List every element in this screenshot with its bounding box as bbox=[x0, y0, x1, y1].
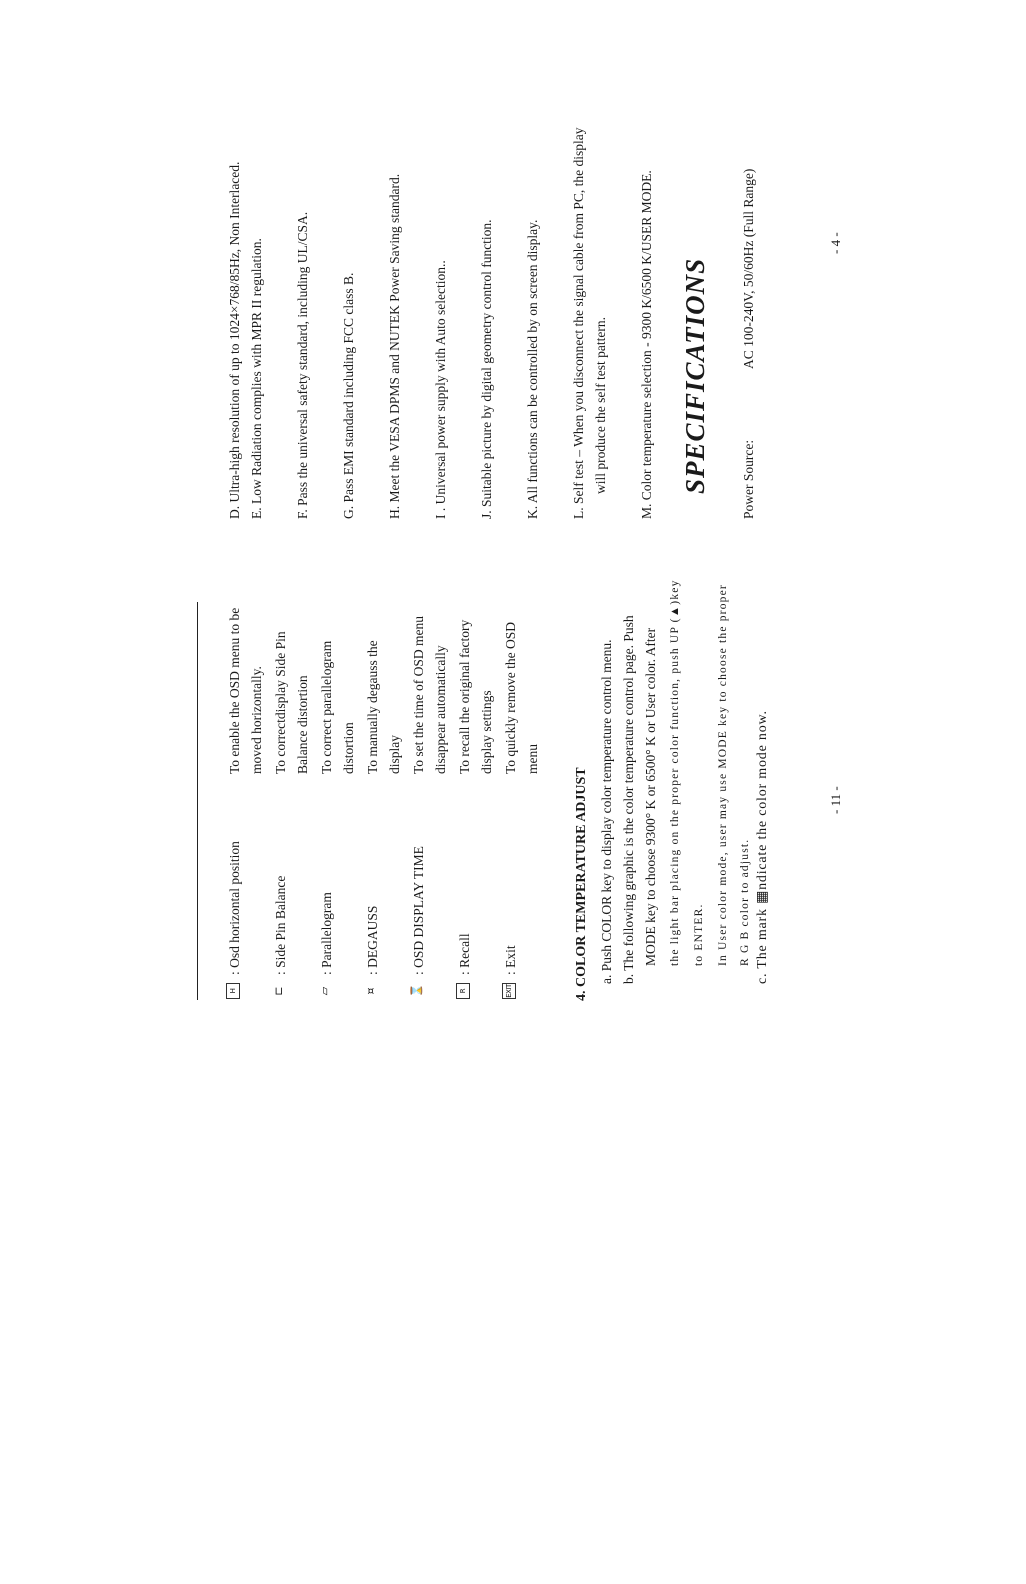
section-title: 4. COLOR TEMPERATURE ADJUST bbox=[574, 767, 589, 1001]
parallelogram-icon: ▱ bbox=[318, 986, 331, 996]
page-number-right: - 4 - bbox=[828, 232, 843, 254]
osd-item-description-line: To quickly remove the OSD bbox=[503, 621, 518, 774]
side-pin-balance-icon: ⊏ bbox=[272, 986, 285, 996]
exit-icon: EXIT bbox=[502, 983, 516, 999]
feature-j: J. Suitable picture by digital geometry control function. bbox=[479, 219, 494, 519]
osd-item-description-line: To enable the OSD menu to be bbox=[227, 607, 242, 774]
power-source-value: AC 100-240V, 50/60Hz (Full Range) bbox=[741, 168, 756, 369]
degauss-icon: ¤ bbox=[364, 987, 377, 995]
feature-d: D. Ultra-high resolution of up to 1024×768/85Hz, Non Interlaced. bbox=[227, 161, 242, 519]
osd-item-description-line: moved horizontally. bbox=[249, 666, 264, 774]
feature-e: E. Low Radiation complies with MPR II regulation. bbox=[249, 238, 264, 519]
page-number-left: - 11 - bbox=[828, 786, 843, 814]
specifications-title: SPECIFICATIONS bbox=[680, 257, 710, 494]
feature-l-cont: will produce the self test pattern. bbox=[593, 317, 608, 494]
power-source-label: Power Source: bbox=[741, 439, 756, 519]
color-line-b3: the light bar placing on the proper color function, push UP (▲)key bbox=[669, 579, 681, 966]
osd-item-name: : DEGAUSS bbox=[365, 905, 380, 975]
osd-item-name: : Parallelogram bbox=[319, 892, 334, 975]
osd-item-name: : Recall bbox=[457, 933, 472, 975]
osd-item-description-line: To correct parallelogram bbox=[319, 640, 334, 774]
osd-item-description-line: menu bbox=[525, 744, 540, 774]
osd-item-name: : Osd horizontal position bbox=[227, 841, 242, 975]
osd-time-icon: ⌛ bbox=[410, 984, 423, 998]
osd-item-description-line: To set the time of OSD menu bbox=[411, 615, 426, 774]
osd-item-description-line: distortion bbox=[341, 722, 356, 774]
osd-item-description-line: To recall the original factory bbox=[457, 619, 472, 774]
feature-m: M. Color temperature selection - 9300 K/6500 K/USER MODE. bbox=[639, 170, 654, 519]
page-11 bbox=[0, 579, 1026, 1584]
osd-item-description-line: disappear automatically bbox=[433, 645, 448, 774]
osd-h-position-icon: H bbox=[226, 983, 240, 999]
osd-item-name: : OSD DISPLAY TIME bbox=[411, 846, 426, 975]
color-line-b5: In User color mode, user may use MODE key to choose the proper bbox=[717, 584, 729, 966]
color-line-b2: MODE key to choose 9300° K or 6500° K or User color. After bbox=[643, 627, 658, 966]
feature-f: F. Pass the universal safety standard, including UL/CSA. bbox=[295, 211, 310, 519]
osd-item-description-line: display bbox=[387, 735, 402, 774]
color-line-b6: R G B color to adjust. bbox=[739, 838, 751, 966]
osd-item-description-line: display settings bbox=[479, 690, 494, 774]
osd-item-description-line: Balance distortion bbox=[295, 675, 310, 774]
color-line-b: b. The following graphic is the color temperature control page. Push bbox=[621, 615, 636, 984]
color-line-a: a. Push COLOR key to display color temperature control menu. bbox=[599, 639, 614, 984]
feature-h: H. Meet the VESA DPMS and NUTEK Power Saving standard. bbox=[387, 173, 402, 519]
feature-g: G. Pass EMI standard including FCC class B. bbox=[341, 272, 356, 519]
feature-i: I . Universal power supply with Auto selection.. bbox=[433, 260, 448, 519]
feature-l: L. Self test – When you disconnect the signal cable from PC, the display bbox=[571, 127, 586, 519]
color-line-c: c. The mark ▦ndicate the color mode now. bbox=[755, 710, 770, 984]
osd-item-description-line: To manually degauss the bbox=[365, 640, 380, 774]
osd-item-description-line: To correctdisplay Side Pin bbox=[273, 631, 288, 774]
osd-item-name: : Exit bbox=[503, 945, 518, 975]
feature-k: K. All functions can be controlled by on screen display. bbox=[525, 219, 540, 519]
recall-icon: R bbox=[456, 983, 470, 999]
osd-item-name: : Side Pin Balance bbox=[273, 875, 288, 975]
color-line-b4: to ENTER. bbox=[693, 903, 705, 966]
